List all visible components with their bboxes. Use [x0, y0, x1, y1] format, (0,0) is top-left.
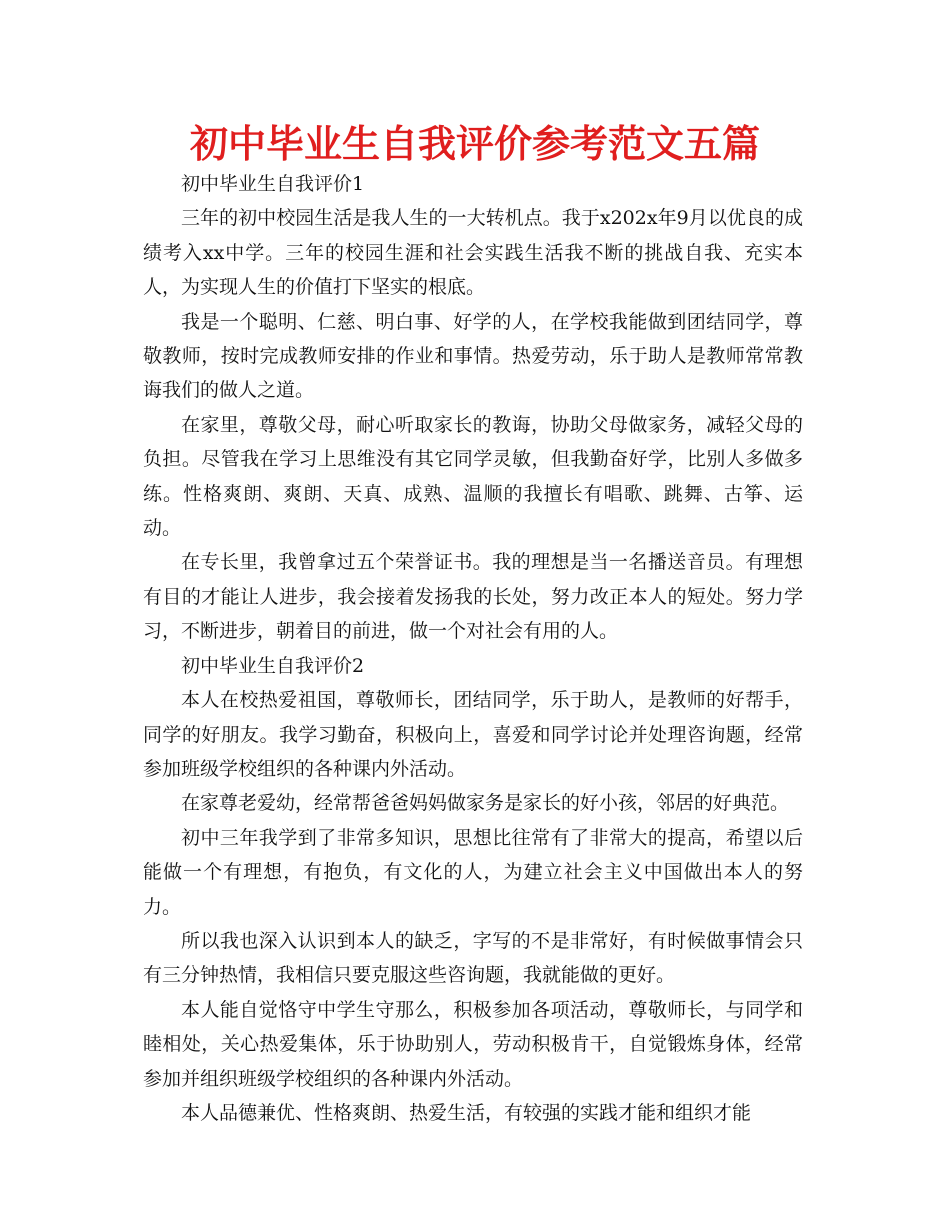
- paragraph: 在专长里，我曾拿过五个荣誉证书。我的理想是当一名播送音员。有理想有目的才能让人进步，我会接着发扬我的长处，努力改正本人的短处。努力学习，不断进步，朝着目的前进，做一个对社会有用的人。: [143, 551, 803, 643]
- paragraph: 所以我也深入认识到本人的缺乏，字写的不是非常好，有时候做事情会只有三分钟热情，我相信只要克服这些咨询题，我就能做的更好。: [143, 929, 803, 987]
- section-heading: 初中毕业生自我评价1: [181, 173, 365, 195]
- section-heading: 初中毕业生自我评价2: [181, 654, 365, 677]
- paragraph: 在家尊老爱幼，经常帮爸爸妈妈做家务是家长的好小孩，邻居的好典范。: [181, 792, 790, 815]
- paragraph: 在家里，尊敬父母，耐心听取家长的教诲，协助父母做家务，减轻父母的负担。尽管我在学习上思维没有其它同学灵敏，但我勤奋好学，比别人多做多练。性格爽朗、爽朗、天真、成熟、温顺的我擅长有唱歌、跳舞、古筝、运动。: [143, 413, 803, 540]
- paragraph: 我是一个聪明、仁慈、明白事、好学的人，在学校我能做到团结同学，尊敬教师，按时完成教师安排的作业和事情。热爱劳动，乐于助人是教师常常教诲我们的做人之道。: [143, 310, 803, 402]
- document-title: 初中毕业生自我评价参考范文五篇: [189, 122, 760, 166]
- paragraph: 本人能自觉恪守中学生守那么，积极参加各项活动，尊敬师长，与同学和睦相处，关心热爱集体，乐于协助别人，劳动积极肯干，自觉锻炼身体，经常参加并组织班级学校组织的各种课内外活动。: [143, 998, 803, 1090]
- document-body: [143, 167, 803, 1130]
- paragraph: 本人在校热爱祖国，尊敬师长，团结同学，乐于助人，是教师的好帮手，同学的好朋友。我学习勤奋，积极向上，喜爱和同学讨论并处理咨询题，经常参加班级学校组织的各种课内外活动。: [143, 689, 803, 780]
- paragraph: 本人品德兼优、性格爽朗、热爱生活，有较强的实践才能和组织才能: [181, 1101, 752, 1124]
- paragraph: 初中三年我学到了非常多知识，思想比往常有了非常大的提高，希望以后能做一个有理想，有抱负，有文化的人，为建立社会主义中国做出本人的努力。: [143, 826, 803, 918]
- paragraph: 三年的初中校园生活是我人生的一大转机点。我于x202x年9月以优良的成绩考入xx中学。三年的校园生涯和社会实践生活我不断的挑战自我、充实本人，为实现人生的价值打下坚实的根底。: [143, 207, 803, 299]
